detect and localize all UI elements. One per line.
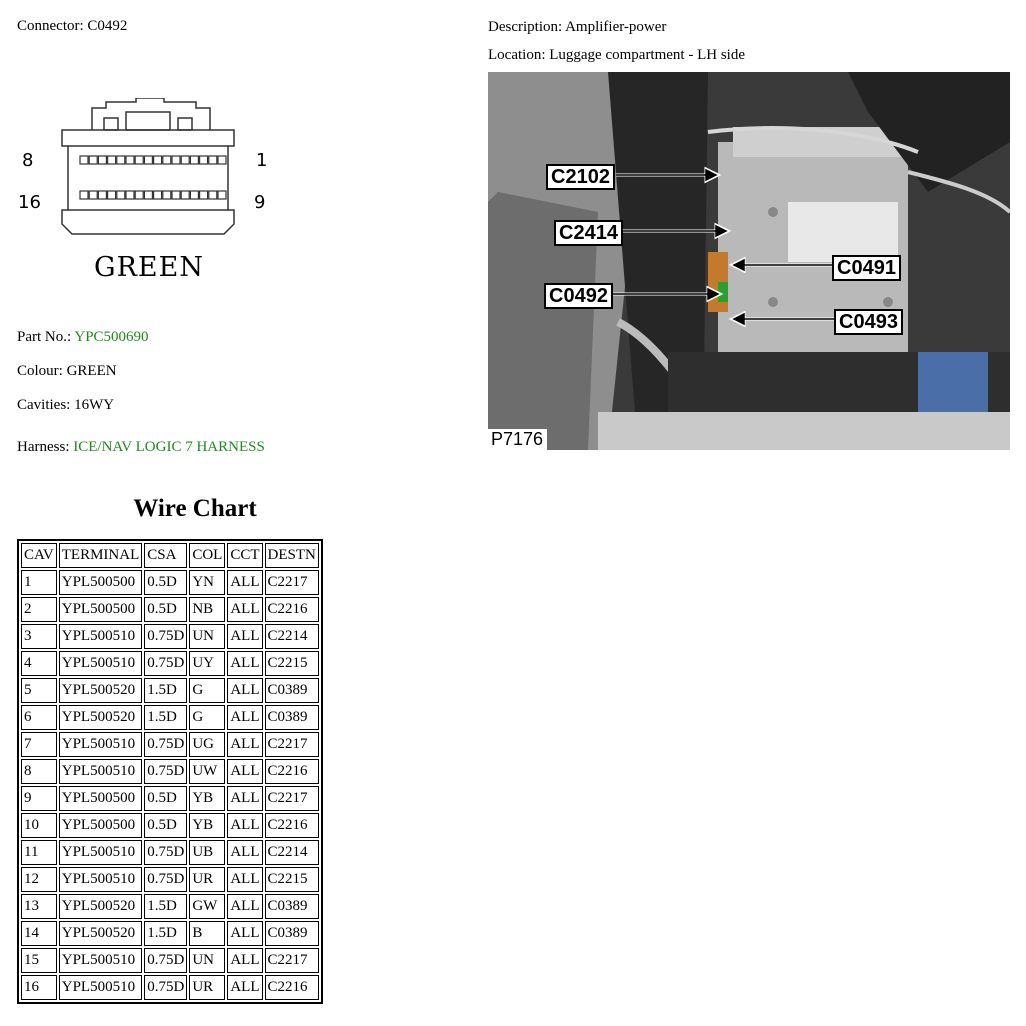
wire-chart-body — [21, 570, 319, 1000]
pin-cavity-icon — [108, 156, 116, 164]
pin-number-9: 9 — [254, 192, 266, 213]
table-cell-cct: ALL — [227, 705, 262, 730]
table-cell-terminal: YPL500520 — [59, 921, 143, 946]
table-cell-terminal: YPL500510 — [59, 651, 143, 676]
table-cell-cct: ALL — [227, 759, 262, 784]
table-cell-cav: 13 — [21, 894, 57, 919]
table-cell-cav: 2 — [21, 597, 57, 622]
table-cell-csa: 0.75D — [144, 975, 187, 1000]
wire-chart-title: Wire Chart — [133, 495, 257, 522]
table-cell-col: NB — [189, 597, 225, 622]
table-cell-csa: 0.75D — [144, 759, 187, 784]
pin-cavity-icon — [163, 156, 171, 164]
table-row — [21, 759, 319, 784]
table-cell-destn: C2216 — [265, 975, 319, 1000]
pin-cavity-icon — [181, 156, 189, 164]
table-cell-cct: ALL — [227, 867, 262, 892]
table-cell-cav: 12 — [21, 867, 57, 892]
table-cell-cav: 15 — [21, 948, 57, 973]
table-cell-cav: 14 — [21, 921, 57, 946]
table-cell-destn: C2216 — [265, 597, 319, 622]
table-cell-col: UN — [189, 948, 225, 973]
table-cell-destn: C0389 — [265, 705, 319, 730]
table-cell-col: G — [189, 705, 225, 730]
table-cell-csa: 0.75D — [144, 732, 187, 757]
table-cell-cct: ALL — [227, 597, 262, 622]
column-header-cav: CAV — [21, 543, 57, 568]
pin-cavity-icon — [200, 191, 208, 199]
table-cell-destn: C2216 — [265, 813, 319, 838]
column-header-cct: CCT — [227, 543, 262, 568]
table-cell-csa: 1.5D — [144, 705, 187, 730]
pin-cavity-icon — [135, 191, 143, 199]
table-cell-cav: 1 — [21, 570, 57, 595]
table-cell-terminal: YPL500510 — [59, 948, 143, 973]
wire-chart-table — [17, 539, 323, 1004]
description-info: Description: Amplifier-power — [488, 19, 667, 35]
pin-cavity-icon — [117, 156, 125, 164]
pin-cavity-icon — [144, 191, 152, 199]
part-number-value: YPC500690 — [74, 329, 149, 345]
table-row — [21, 570, 319, 595]
pin-cavity-icon — [117, 191, 125, 199]
table-cell-col: UW — [189, 759, 225, 784]
column-header-col: COL — [189, 543, 225, 568]
connector-label: Connector: C0492 — [17, 18, 128, 34]
table-cell-csa: 0.75D — [144, 867, 187, 892]
table-cell-cav: 10 — [21, 813, 57, 838]
table-row — [21, 975, 319, 1000]
table-row — [21, 678, 319, 703]
photo-reference: P7176 — [488, 429, 547, 450]
table-cell-col: GW — [189, 894, 225, 919]
table-cell-cct: ALL — [227, 732, 262, 757]
location-info: Location: Luggage compartment - LH side — [488, 47, 745, 63]
table-cell-terminal: YPL500510 — [59, 759, 143, 784]
table-cell-terminal: YPL500520 — [59, 678, 143, 703]
harness-value: ICE/NAV LOGIC 7 HARNESS — [73, 439, 265, 455]
table-cell-destn: C2217 — [265, 732, 319, 757]
table-row — [21, 813, 319, 838]
harness-label: Harness: — [17, 439, 74, 455]
table-cell-csa: 0.5D — [144, 813, 187, 838]
table-cell-cct: ALL — [227, 678, 262, 703]
table-cell-csa: 0.75D — [144, 624, 187, 649]
amplifier-photo-image — [488, 72, 1010, 450]
part-number-label: Part No.: — [17, 329, 75, 345]
table-cell-col: UN — [189, 624, 225, 649]
table-cell-col: UG — [189, 732, 225, 757]
table-row — [21, 651, 319, 676]
table-cell-destn: C0389 — [265, 894, 319, 919]
table-cell-cct: ALL — [227, 975, 262, 1000]
table-cell-col: B — [189, 921, 225, 946]
table-row — [21, 732, 319, 757]
pin-cavity-icon — [190, 156, 198, 164]
table-cell-cav: 9 — [21, 786, 57, 811]
table-cell-destn: C2217 — [265, 570, 319, 595]
table-cell-destn: C0389 — [265, 678, 319, 703]
table-row — [21, 948, 319, 973]
table-cell-destn: C2217 — [265, 786, 319, 811]
table-cell-col: UR — [189, 975, 225, 1000]
table-row — [21, 921, 319, 946]
table-cell-cct: ALL — [227, 948, 262, 973]
table-cell-csa: 1.5D — [144, 678, 187, 703]
table-cell-destn: C0389 — [265, 921, 319, 946]
table-cell-destn: C2214 — [265, 624, 319, 649]
connector-outline-icon — [14, 98, 284, 258]
callout-c0492: C0492 — [544, 283, 613, 309]
table-cell-terminal: YPL500500 — [59, 597, 143, 622]
pin-cavity-icon — [154, 191, 162, 199]
pin-cavity-icon — [154, 156, 162, 164]
table-cell-col: UB — [189, 840, 225, 865]
table-cell-col: YN — [189, 570, 225, 595]
table-cell-cct: ALL — [227, 840, 262, 865]
pin-number-1: 1 — [256, 150, 268, 171]
table-cell-terminal: YPL500510 — [59, 840, 143, 865]
table-cell-cav: 3 — [21, 624, 57, 649]
table-cell-cav: 4 — [21, 651, 57, 676]
table-cell-destn: C2215 — [265, 867, 319, 892]
table-cell-csa: 1.5D — [144, 894, 187, 919]
table-row — [21, 894, 319, 919]
location-photo — [488, 72, 1010, 450]
table-row — [21, 867, 319, 892]
table-row — [21, 624, 319, 649]
table-row — [21, 840, 319, 865]
table-cell-cct: ALL — [227, 786, 262, 811]
callout-c2102: C2102 — [546, 164, 615, 190]
pin-number-16: 16 — [18, 192, 41, 213]
column-header-terminal: TERMINAL — [59, 543, 143, 568]
pin-cavity-icon — [98, 156, 106, 164]
pin-cavity-icon — [80, 156, 88, 164]
pin-cavity-icon — [190, 191, 198, 199]
table-cell-terminal: YPL500500 — [59, 786, 143, 811]
table-cell-col: YB — [189, 786, 225, 811]
table-cell-destn: C2217 — [265, 948, 319, 973]
table-cell-terminal: YPL500520 — [59, 894, 143, 919]
pin-cavity-icon — [108, 191, 116, 199]
table-cell-csa: 0.5D — [144, 597, 187, 622]
pin-cavity-icon — [80, 191, 88, 199]
table-cell-cav: 5 — [21, 678, 57, 703]
pin-cavity-icon — [89, 191, 97, 199]
table-cell-cct: ALL — [227, 651, 262, 676]
pin-cavity-icon — [209, 191, 217, 199]
column-header-csa: CSA — [144, 543, 187, 568]
table-row — [21, 705, 319, 730]
table-cell-terminal: YPL500520 — [59, 705, 143, 730]
pin-cavity-icon — [209, 156, 217, 164]
table-cell-col: UR — [189, 867, 225, 892]
table-cell-csa: 0.75D — [144, 840, 187, 865]
pin-cavity-icon — [98, 191, 106, 199]
pin-cavity-icon — [218, 156, 226, 164]
table-cell-terminal: YPL500510 — [59, 624, 143, 649]
pin-cavity-icon — [144, 156, 152, 164]
table-cell-csa: 0.5D — [144, 570, 187, 595]
table-cell-cct: ALL — [227, 813, 262, 838]
table-cell-csa: 1.5D — [144, 921, 187, 946]
table-cell-terminal: YPL500510 — [59, 867, 143, 892]
table-row — [21, 786, 319, 811]
table-cell-cct: ALL — [227, 624, 262, 649]
table-cell-terminal: YPL500510 — [59, 975, 143, 1000]
part-number — [17, 328, 149, 346]
pin-cavity-icon — [172, 156, 180, 164]
pin-cavity-icon — [89, 156, 97, 164]
pin-cavity-icon — [135, 156, 143, 164]
table-cell-cav: 7 — [21, 732, 57, 757]
callout-c0493: C0493 — [834, 309, 903, 335]
table-cell-cct: ALL — [227, 570, 262, 595]
pin-cavity-icon — [126, 156, 134, 164]
table-cell-cct: ALL — [227, 894, 262, 919]
harness-info — [17, 438, 265, 456]
pin-cavity-icon — [126, 191, 134, 199]
table-cell-terminal: YPL500500 — [59, 570, 143, 595]
table-cell-col: G — [189, 678, 225, 703]
pin-cavity-icon — [218, 191, 226, 199]
table-cell-col: UY — [189, 651, 225, 676]
table-cell-cav: 11 — [21, 840, 57, 865]
callout-c2414: C2414 — [554, 220, 623, 246]
table-cell-cav: 6 — [21, 705, 57, 730]
pin-cavity-icon — [163, 191, 171, 199]
pin-cavity-icon — [200, 156, 208, 164]
callout-c0491: C0491 — [832, 255, 901, 281]
table-cell-csa: 0.75D — [144, 651, 187, 676]
table-cell-csa: 0.5D — [144, 786, 187, 811]
table-cell-destn: C2216 — [265, 759, 319, 784]
wire-chart-header-row — [21, 543, 319, 568]
table-row — [21, 597, 319, 622]
table-cell-terminal: YPL500500 — [59, 813, 143, 838]
table-cell-csa: 0.75D — [144, 948, 187, 973]
cavities-info: Cavities: 16WY — [17, 397, 115, 413]
column-header-destn: DESTN — [265, 543, 319, 568]
table-cell-cav: 8 — [21, 759, 57, 784]
pin-number-8: 8 — [22, 150, 34, 171]
table-cell-destn: C2215 — [265, 651, 319, 676]
colour-info: Colour: GREEN — [17, 363, 117, 379]
table-cell-destn: C2214 — [265, 840, 319, 865]
table-cell-cav: 16 — [21, 975, 57, 1000]
connector-colour-caption: GREEN — [94, 252, 204, 283]
table-cell-terminal: YPL500510 — [59, 732, 143, 757]
table-cell-cct: ALL — [227, 921, 262, 946]
pin-cavity-icon — [181, 191, 189, 199]
table-cell-col: YB — [189, 813, 225, 838]
pin-cavity-icon — [172, 191, 180, 199]
